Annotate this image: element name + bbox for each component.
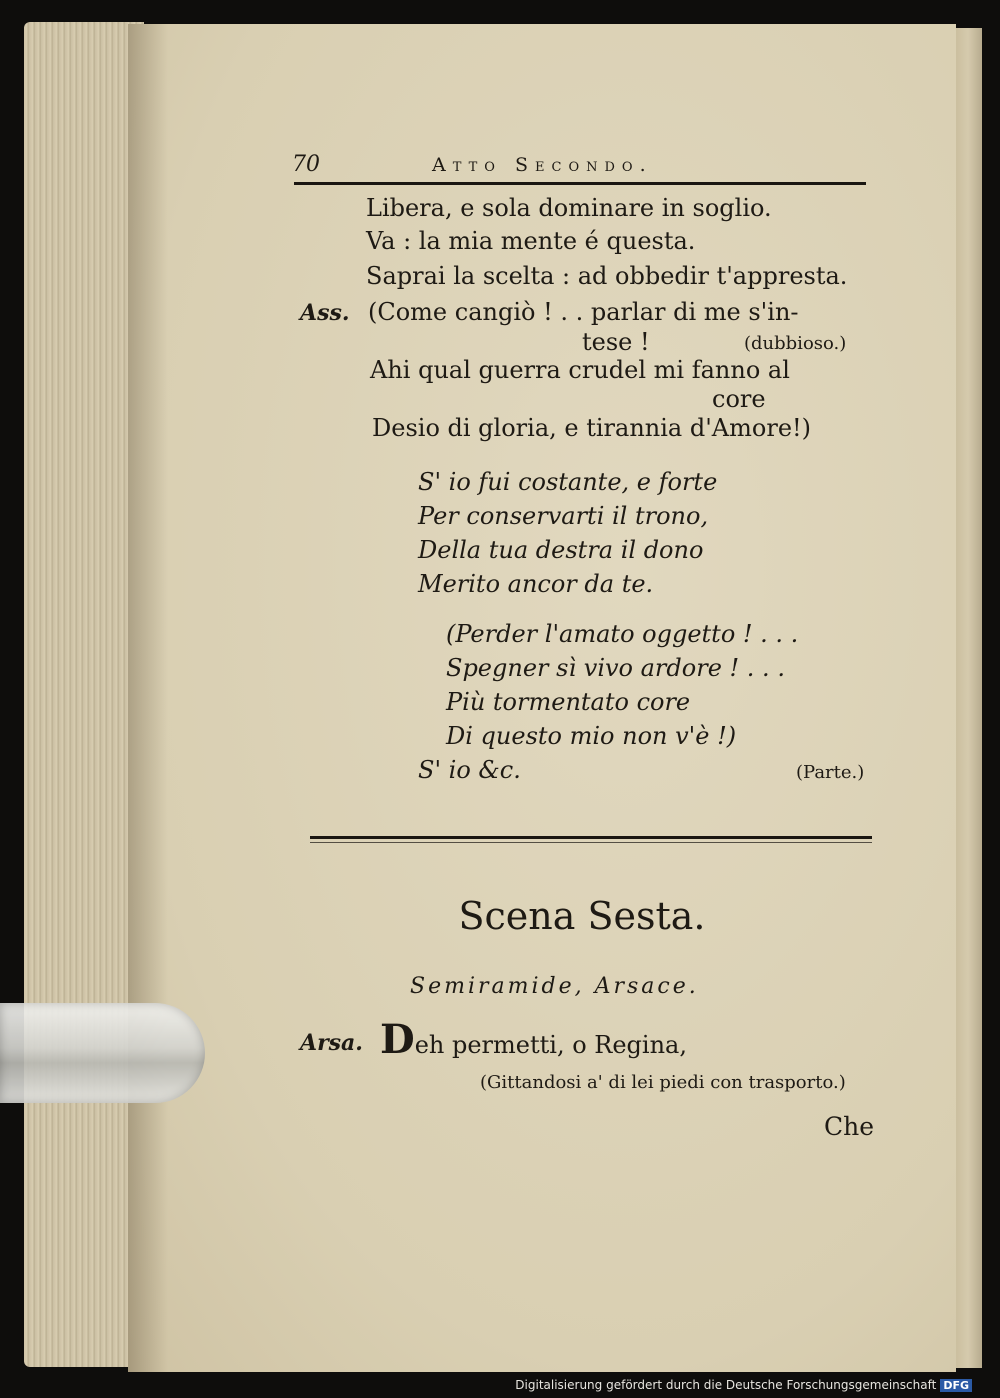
aria-s1-line-4: Merito ancor da te. — [418, 570, 654, 598]
first-line-text: eh permetti, o Regina, — [414, 1031, 687, 1059]
scene-rule-bottom — [310, 842, 872, 843]
book-page — [128, 24, 956, 1372]
ass-line-1: (Come cangiò ! . . parlar di me s'in- — [368, 298, 799, 326]
scene-characters: Semiramide, Arsace. — [410, 974, 699, 999]
aria-s1-line-1: S' io fui costante, e forte — [418, 468, 718, 496]
drop-cap: D — [380, 1016, 415, 1063]
scene-rule-top — [310, 836, 872, 839]
aria-s2-line-3: Più tormentato core — [446, 688, 691, 716]
aria-s1-line-2: Per conservarti il trono, — [418, 502, 709, 530]
aria-s1-line-3: Della tua destra il dono — [418, 536, 704, 564]
scene-title: Scena Sesta. — [458, 894, 706, 938]
page-edges — [24, 22, 144, 1367]
scene-direction: (Gittandosi a' di lei piedi con trasporto.) — [480, 1072, 846, 1093]
scene-first-line — [380, 1016, 687, 1063]
aria-da-capo: S' io &c. — [418, 756, 521, 784]
running-head: Atto Secondo. — [432, 154, 653, 176]
recit-line-1: Libera, e sola dominare in soglio. — [366, 194, 772, 222]
ass-line-4: core — [712, 385, 766, 413]
footer-credit — [515, 1378, 972, 1392]
page-header — [292, 152, 872, 182]
aria-s2-line-2: Spegner sì vivo ardore ! . . . — [446, 654, 785, 682]
page-weight-clip — [0, 1003, 205, 1103]
ass-direction: (dubbioso.) — [744, 333, 847, 354]
aria-s2-line-4: Di questo mio non v'è !) — [446, 722, 737, 750]
ass-line-3: Ahi qual guerra crudel mi fanno al — [370, 356, 790, 384]
speaker-ass: Ass. — [300, 300, 350, 326]
speaker-arsa: Arsa. — [300, 1030, 363, 1056]
dfg-logo: DFG — [940, 1379, 972, 1392]
recit-line-2: Va : la mia mente é questa. — [366, 227, 696, 255]
header-rule — [294, 182, 866, 185]
aria-s2-line-1: (Perder l'amato oggetto ! . . . — [446, 620, 799, 648]
page-number: 70 — [292, 152, 320, 177]
credit-text: Digitalisierung gefördert durch die Deutsche Forschungsgemeinschaft — [515, 1378, 937, 1392]
exit-direction: (Parte.) — [796, 762, 865, 783]
spine-shadow — [128, 24, 168, 1372]
ass-line-2: tese ! — [582, 328, 650, 356]
recit-line-3: Saprai la scelta : ad obbedir t'appresta. — [366, 262, 848, 290]
catchword: Che — [824, 1112, 875, 1141]
ass-line-5: Desio di gloria, e tirannia d'Amore!) — [372, 414, 812, 442]
